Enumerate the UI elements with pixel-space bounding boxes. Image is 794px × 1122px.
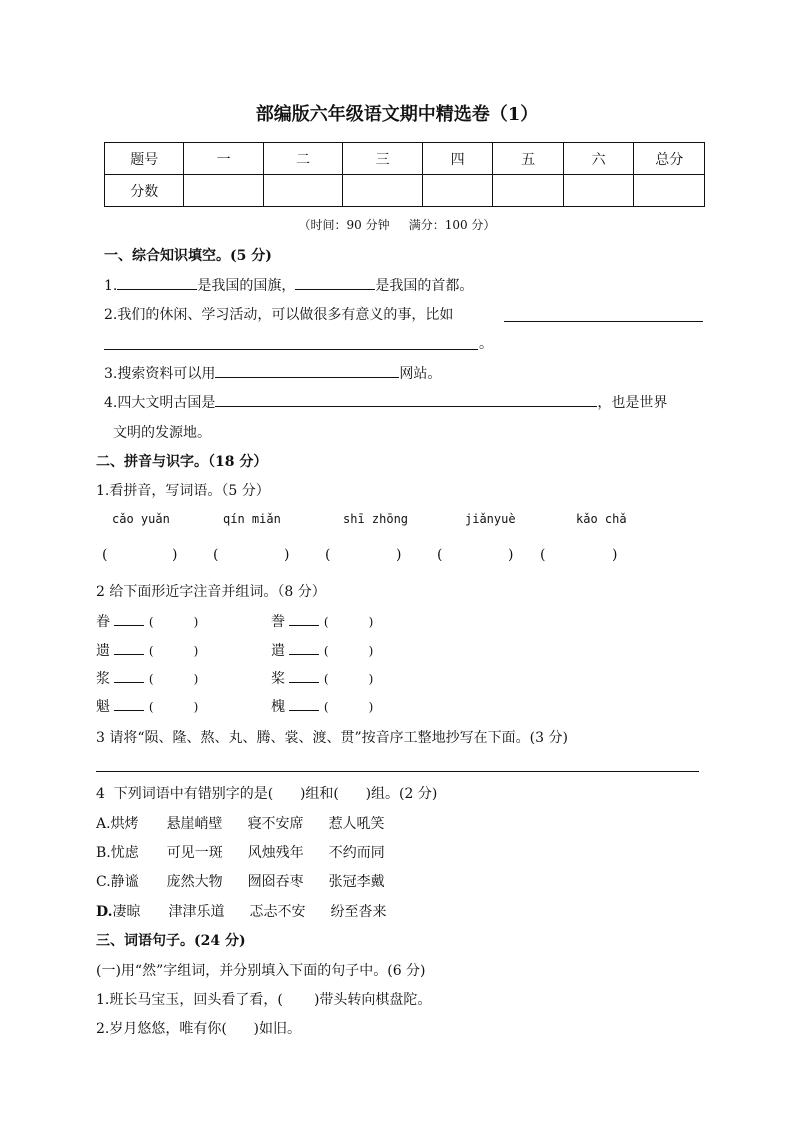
score-cell: 总分 [634, 143, 705, 175]
paren-right: ) [193, 700, 199, 714]
answer-blank[interactable] [295, 275, 375, 290]
q-number: 1. [104, 278, 118, 294]
option-word: 庞然大物 [166, 874, 223, 890]
q-text: 4.四大文明古国是 [104, 395, 216, 411]
score-input-cell[interactable] [343, 175, 422, 207]
paren-left: ( [102, 547, 108, 563]
question-2-1: 1.看拼音，写词语。（5 分） [96, 483, 270, 499]
option-word: 寝不安席 [247, 816, 304, 832]
score-input-cell[interactable] [422, 175, 493, 207]
paren-right: ) [284, 547, 290, 563]
paren-right: ) [368, 700, 374, 714]
paren-right: ) [612, 547, 618, 563]
char: 桨 [271, 671, 285, 687]
answer-blank[interactable] [289, 640, 319, 655]
char: 遣 [271, 643, 285, 659]
option-word: 烘烤 [110, 816, 139, 832]
score-input-cell[interactable] [563, 175, 634, 207]
pinyin-1: cǎo yuǎn [112, 512, 170, 526]
option-word: 纷至沓来 [330, 904, 387, 920]
option-word: 囫囵吞枣 [247, 874, 304, 890]
score-cell: 六 [563, 143, 634, 175]
section-1-heading: 一、综合知识填空。(5 分) [104, 248, 272, 264]
option-key: D. [96, 904, 113, 920]
question-1-3 [104, 363, 441, 383]
paren-right: ) [193, 615, 199, 629]
paren-left: ( [323, 644, 329, 658]
option-key: B. [96, 845, 111, 861]
question-2-3: 3 请将“陨、隆、熬、丸、腾、裳、渡、贯”按音序工整地抄写在下面。(3 分) [96, 730, 568, 746]
question-2-4: 4 下列词语中有错别字的是( )组和( )组。(2 分) [96, 786, 438, 802]
option-word: 忑忐不安 [249, 904, 306, 920]
answer-blank[interactable] [114, 611, 144, 626]
score-table [104, 142, 705, 207]
option-word: 凄晾 [112, 904, 141, 920]
option-word: 张冠李戴 [328, 874, 385, 890]
question-1-2: 2.我们的休闲、学习活动，可以做很多有意义的事，比如 [104, 307, 454, 323]
question-3-2: 2.岁月悠悠，唯有你( )如旧。 [96, 1021, 301, 1037]
option-a [96, 813, 385, 833]
question-3-1: 1.班长马宝玉，回头看了看，( )带头转向棋盘陀。 [96, 992, 432, 1008]
paren-left: ( [148, 672, 154, 686]
score-table-header-row [105, 143, 705, 175]
char-row [271, 696, 373, 716]
score-cell: 二 [263, 143, 342, 175]
score-cell: 分数 [105, 175, 184, 207]
q-text: 3.搜索资料可以用 [104, 366, 216, 382]
paren-left: ( [148, 700, 154, 714]
question-2-2: 2 给下面形近字注音并组词。（8 分） [96, 584, 326, 600]
paren-left: ( [323, 615, 329, 629]
option-word: 惹人吼笑 [328, 816, 385, 832]
score-input-cell[interactable] [634, 175, 705, 207]
option-key: C. [96, 874, 111, 890]
pinyin-2: qín miǎn [223, 512, 281, 526]
score-cell: 五 [493, 143, 564, 175]
score-input-cell[interactable] [184, 175, 263, 207]
answer-blank[interactable] [114, 640, 144, 655]
pinyin-3: shī zhōng [343, 512, 409, 526]
char: 魁 [96, 699, 110, 715]
q-text: ，也是世界 [597, 395, 668, 411]
score-cell: 三 [343, 143, 422, 175]
option-word: 不约而同 [328, 845, 385, 861]
answer-blank[interactable] [215, 363, 399, 378]
answer-line[interactable] [504, 321, 703, 322]
paren-right: ) [368, 672, 374, 686]
answer-blank[interactable] [114, 696, 144, 711]
paren-right: ) [193, 644, 199, 658]
paren-right: ) [193, 672, 199, 686]
char-row [271, 611, 373, 631]
answer-line[interactable] [104, 349, 478, 350]
option-c [96, 871, 385, 891]
period-mark: 。 [479, 336, 493, 352]
char-row [271, 668, 373, 688]
option-word: 静谧 [110, 874, 139, 890]
paren-right: ) [396, 547, 402, 563]
question-1-4 [104, 392, 667, 412]
char: 槐 [271, 699, 285, 715]
paren-left: ( [148, 644, 154, 658]
page-title: 部编版六年级语文期中精选卷（1） [255, 104, 539, 125]
option-word: 忧虑 [110, 845, 139, 861]
paren-left: ( [148, 615, 154, 629]
char-row [96, 668, 198, 688]
paren-left: ( [323, 700, 329, 714]
paren-right: ) [508, 547, 514, 563]
score-cell: 一 [184, 143, 263, 175]
option-word: 悬崖峭壁 [166, 816, 223, 832]
question-1-1 [104, 275, 473, 295]
paren-right: ) [368, 644, 374, 658]
answer-blank[interactable] [114, 668, 144, 683]
char-row [96, 640, 198, 660]
score-cell: 题号 [105, 143, 184, 175]
option-b [96, 842, 385, 862]
paren-left: ( [437, 547, 443, 563]
answer-blank[interactable] [289, 696, 319, 711]
q-text: 是我国的首都。 [375, 278, 474, 294]
char-row [96, 611, 198, 631]
score-table-score-row [105, 175, 705, 207]
paren-right: ) [368, 615, 374, 629]
question-1-4-cont: 文明的发源地。 [113, 425, 211, 441]
paren-left: ( [323, 672, 329, 686]
char: 遗 [96, 643, 110, 659]
char-row [96, 696, 198, 716]
paren-left: ( [540, 547, 546, 563]
answer-line[interactable] [96, 771, 699, 772]
pinyin-5: kǎo chǎ [576, 512, 627, 526]
answer-blank[interactable] [215, 392, 597, 407]
score-input-cell[interactable] [263, 175, 342, 207]
char: 誊 [271, 614, 285, 630]
score-input-cell[interactable] [493, 175, 564, 207]
section-2-heading: 二、拼音与识字。（18 分） [96, 454, 268, 470]
option-d [96, 901, 387, 921]
char-row [271, 640, 373, 660]
answer-blank[interactable] [289, 668, 319, 683]
q-text: 是我国的国旗， [197, 278, 296, 294]
answer-blank[interactable] [117, 275, 197, 290]
pinyin-4: jiǎnyuè [465, 512, 516, 526]
char: 眷 [96, 614, 110, 630]
section-3-heading: 三、词语句子。(24 分) [96, 933, 246, 949]
section-3-sub: (一)用“然”字组词，并分别填入下面的句子中。(6 分) [96, 963, 426, 979]
time-note: （时间：90 分钟 满分：100 分） [298, 218, 496, 232]
paren-left: ( [325, 547, 331, 563]
option-key: A. [96, 816, 111, 832]
q-text: 网站。 [399, 366, 442, 382]
answer-blank[interactable] [289, 611, 319, 626]
paren-left: ( [213, 547, 219, 563]
option-word: 风烛残年 [247, 845, 304, 861]
score-cell: 四 [422, 143, 493, 175]
option-word: 津津乐道 [168, 904, 225, 920]
char: 浆 [96, 671, 110, 687]
paren-right: ) [172, 547, 178, 563]
option-word: 可见一斑 [166, 845, 223, 861]
